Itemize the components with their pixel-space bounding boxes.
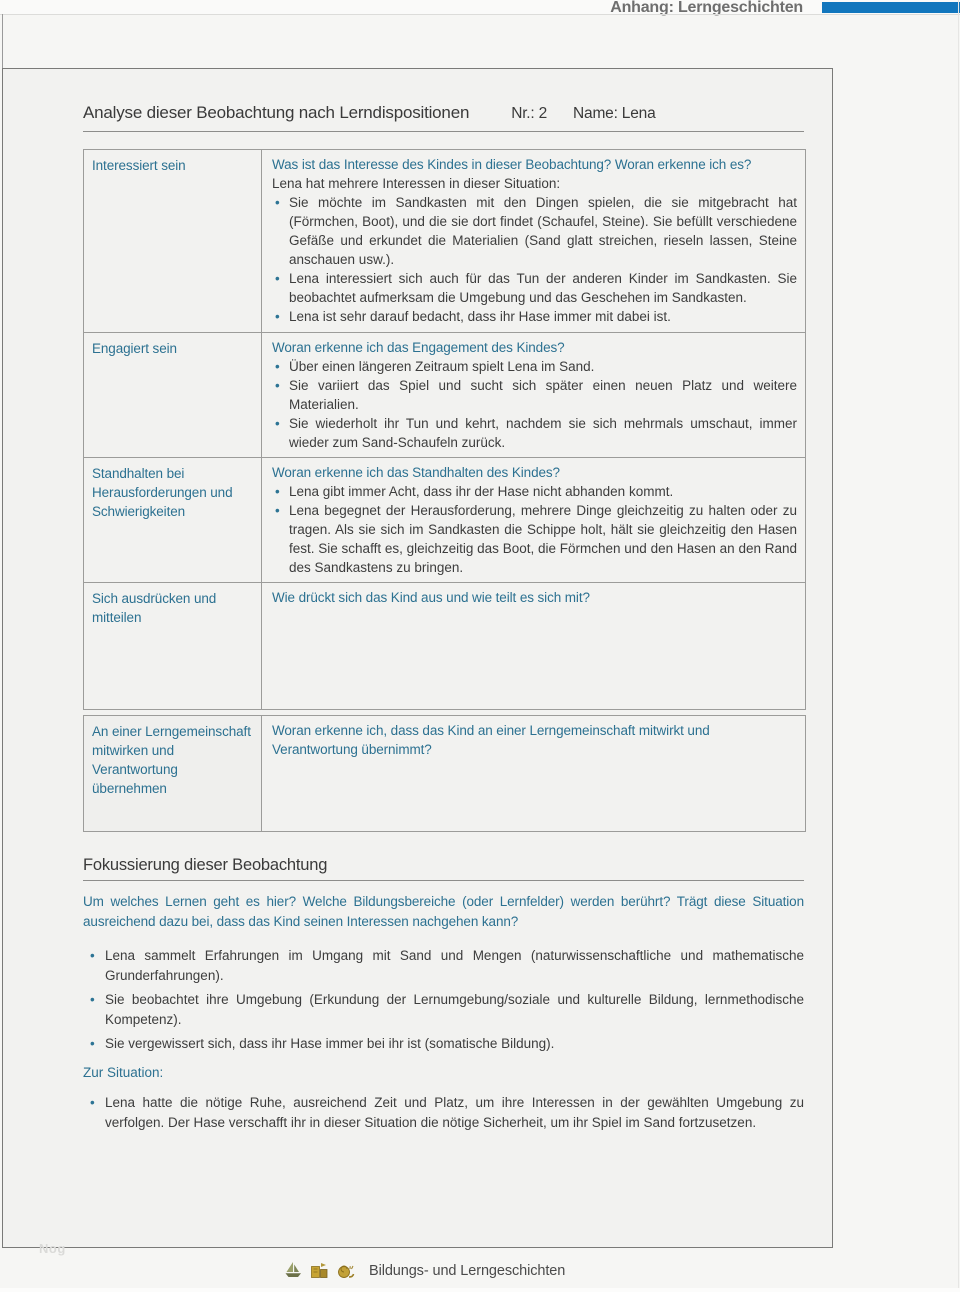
table-row [84, 458, 806, 583]
bullet-item: • Über einen längeren Zeitraum spielt Lena im Sand. [272, 357, 797, 376]
page-title: Analyse dieser Beobachtung nach Lerndispositionen [83, 103, 470, 122]
header-accent-bar [822, 2, 960, 13]
dispositions-table [83, 149, 806, 710]
bullet-item: • Lena ist sehr darauf bedacht, dass ihr Hase immer mit dabei ist. [272, 307, 797, 326]
watermark: Nog [39, 1241, 66, 1256]
header-divider [0, 14, 960, 15]
disposition-label: Sich ausdrücken und mitteilen [84, 583, 262, 710]
bullet-list [272, 193, 797, 326]
focus-section-heading: Fokussierung dieser Beobachtung [83, 856, 328, 874]
document-title-row [83, 69, 804, 123]
bullet-item: • Sie möchte im Sandkasten mit den Dingen spielen, die sie mitgebracht hat (Förmchen, Boot), und die sie dort findet (Schaufel, Steine). Sie befüllt verschiedene Gefäße und erkundet die Materialien (Sand glatt streichen, rieseln lassen, Steine anschauen usw.). [272, 193, 797, 269]
disposition-cell [262, 458, 806, 583]
bullet-item: • Lena hatte die nötige Ruhe, ausreichend Zeit und Platz, um ihre Interessen in der gewählten Umgebung zu verfolgen. Der Hase verschafft ihr in dieser Situation die nötige Sicherheit, um ihr Spiel im Sand fortzusetzen. [83, 1093, 804, 1133]
focus-question: Um welches Lernen geht es hier? Welche Bildungsbereiche (oder Lernfelder) werden berührt? Trägt diese Situation ausreichend dazu bei, dass das Kind seinen Interessen nachgehen kann? [83, 894, 804, 929]
blocks-icon [309, 1260, 330, 1281]
disposition-cell [262, 716, 806, 832]
cell-intro: Lena hat mehrere Interessen in dieser Situation: [272, 176, 561, 191]
bullet-item: • Lena begegnet der Herausforderung, mehrere Dinge gleichzeitig zu halten oder zu tragen. Als sie sich im Sandkasten die Schippe holt, hält sie gleichzeitig den Hasen fest. Sie schafft es, gleichzeitig das Boot, die Förmchen und den Hasen an den Rand des Sandkastens zu bringen. [272, 501, 797, 577]
cell-question: Woran erkenne ich, dass das Kind an einer Lerngemeinschaft mitwirkt und Verantwortung übernimmt? [272, 723, 710, 757]
dispositions-table-last-row [83, 715, 806, 832]
cell-question: Wie drückt sich das Kind aus und wie teilt es sich mit? [272, 590, 590, 605]
focus-bullet-list [83, 946, 804, 1054]
cell-question: Woran erkenne ich das Standhalten des Kindes? [272, 465, 560, 480]
observation-number: Nr.: 2 [511, 105, 548, 122]
disposition-cell [262, 333, 806, 458]
bullet-item: • Sie variiert das Spiel und sucht sich später einen neuen Platz und weitere Materialien. [272, 376, 797, 414]
disposition-label: Interessiert sein [84, 150, 262, 333]
disposition-cell [262, 150, 806, 333]
sailboat-icon [283, 1260, 304, 1281]
page-frame [2, 68, 833, 1256]
bullet-item: • Sie beobachtet ihre Umgebung (Erkundung der Lernumgebung/soziale und kulturelle Bildung, lernmethodische Kompetenz). [83, 990, 804, 1030]
disposition-label: Engagiert sein [84, 333, 262, 458]
page-header [0, 0, 960, 14]
title-rule [83, 131, 804, 132]
left-edge-line [2, 14, 3, 69]
bullet-list [272, 357, 797, 452]
right-edge-line [958, 0, 959, 1292]
table-row [84, 716, 806, 832]
header-title: Anhang: Lerngeschichten [610, 0, 803, 16]
bullet-item: • Sie vergewissert sich, dass ihr Hase immer bei ihr ist (somatische Bildung). [83, 1034, 804, 1054]
bullet-item: • Lena interessiert sich auch für das Tun der anderen Kinder im Sandkasten. Sie beobachtet aufmerksam die Umgebung und das Geschehen im Sandkasten. [272, 269, 797, 307]
footer-label: Bildungs- und Lerngeschichten [369, 1262, 566, 1279]
situation-label: Zur Situation: [83, 1065, 164, 1080]
bullet-item: • Lena gibt immer Acht, dass ihr der Hase nicht abhanden kommt. [272, 482, 797, 501]
focus-rule [83, 880, 804, 881]
footer [283, 1260, 565, 1281]
cell-question: Was ist das Interesse des Kindes in dieser Beobachtung? Woran erkenne ich es? [272, 157, 752, 172]
situation-bullet-list [83, 1093, 804, 1133]
snail-icon [335, 1260, 356, 1281]
table-row [84, 150, 806, 333]
table-row [84, 583, 806, 710]
bullet-item: • Lena sammelt Erfahrungen im Umgang mit Sand und Mengen (naturwissenschaftliche und mathematische Grunderfahrungen). [83, 946, 804, 986]
disposition-label: An einer Lerngemeinschaft mitwirken und Verantwortung übernehmen [84, 716, 262, 832]
bullet-list [272, 482, 797, 577]
bullet-item: • Sie wiederholt ihr Tun und kehrt, nachdem sie sich mehrmals umschaut, immer wieder zum Sand-Schaufeln zurück. [272, 414, 797, 452]
disposition-cell [262, 583, 806, 710]
table-row [84, 333, 806, 458]
cell-question: Woran erkenne ich das Engagement des Kindes? [272, 340, 565, 355]
disposition-label: Standhalten bei Herausforderungen und Schwierigkeiten [84, 458, 262, 583]
child-name: Name: Lena [573, 105, 656, 122]
bottom-strip [0, 1288, 960, 1292]
